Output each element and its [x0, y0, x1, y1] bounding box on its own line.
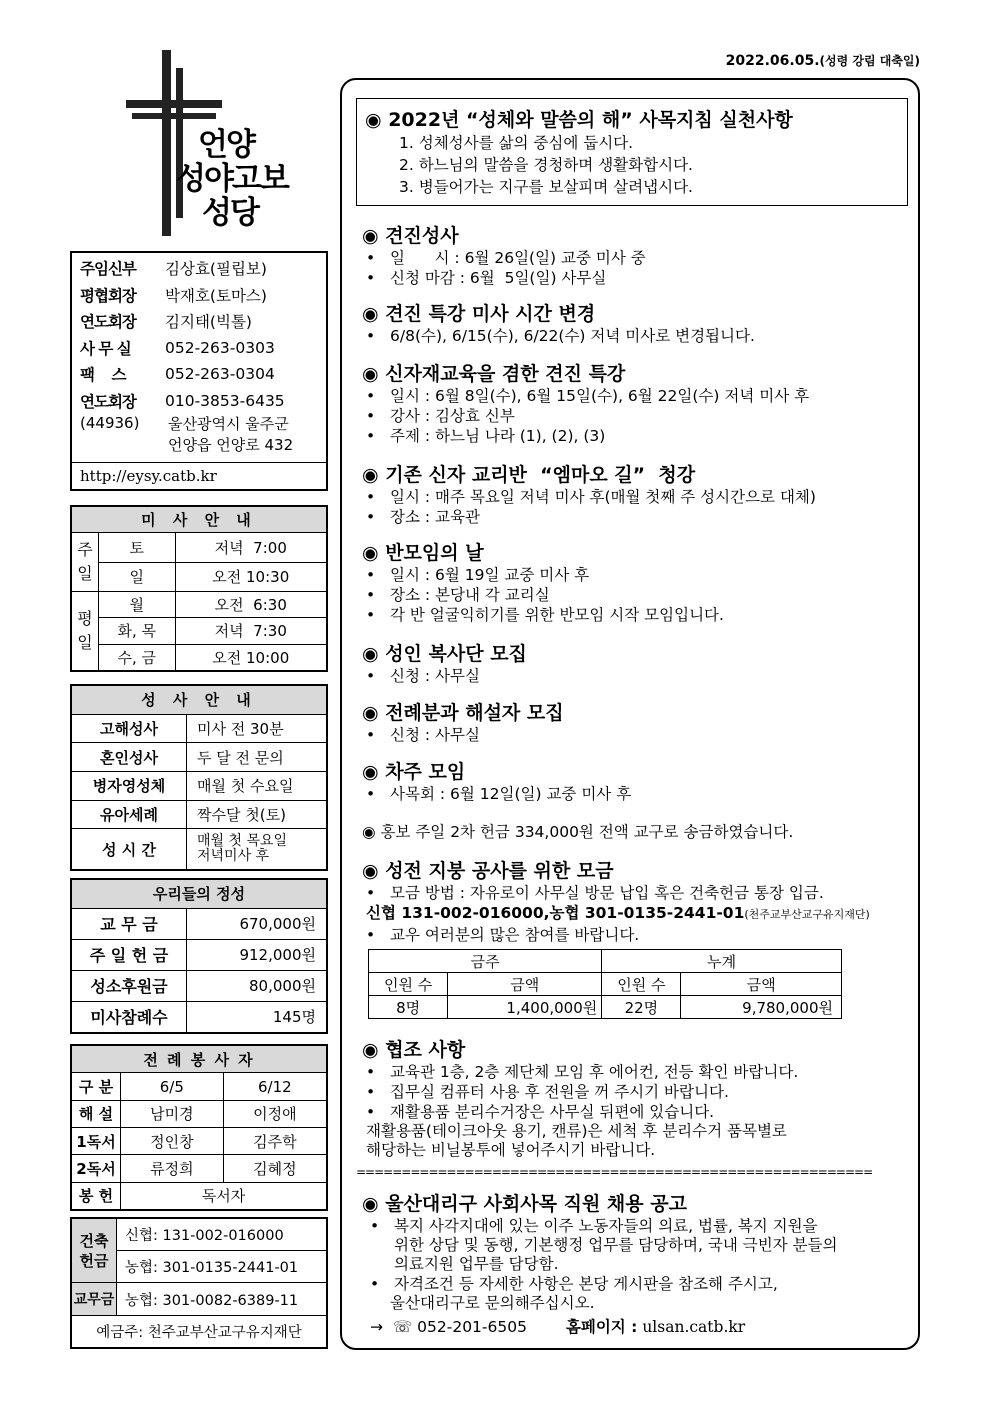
reeducation-section	[362, 362, 917, 446]
sacrament-info	[187, 829, 328, 870]
account-info	[70, 1217, 328, 1349]
info-label: 평협회장	[80, 286, 136, 305]
info-row	[80, 308, 326, 335]
section-heading: ◉ 협조 사항	[362, 1039, 466, 1061]
fund-col-label: 금액	[448, 973, 602, 996]
servers-role: 2독서	[71, 1155, 121, 1182]
bullet-line	[362, 248, 917, 268]
address	[80, 414, 326, 456]
bullet-text: 집무실 컴퓨터 사용 후 전원을 꺼 주시기 바랍니다.	[390, 1083, 729, 1101]
bullet-icon: •	[366, 508, 376, 526]
bank-accounts	[362, 903, 917, 925]
servers-role: 1독서	[71, 1127, 121, 1154]
section-heading: ◉ 전례분과 해설자 모집	[362, 702, 564, 724]
bullet-continuation: 재활용품(테이크아웃 용기, 캔류)은 세척 후 분리수거 품목별로	[366, 1122, 787, 1140]
bullet-icon: •	[366, 249, 376, 267]
bullet-icon: •	[366, 884, 376, 902]
parish-name-line2: 성야고보	[176, 161, 288, 197]
offering-name: 미사참례수	[71, 1001, 187, 1033]
fund-col-label: 금액	[681, 973, 842, 996]
offering-amount: 80,000원	[187, 970, 328, 1001]
server-name: 김주학	[223, 1127, 327, 1154]
mass-title: 미 사 안 내	[71, 506, 327, 533]
info-label: 주임신부	[80, 260, 136, 279]
bullet-line	[362, 487, 917, 507]
building-fund-label-line2: 헌금	[79, 1251, 109, 1270]
fund-table	[368, 949, 842, 1019]
bullet-icon: •	[366, 1083, 376, 1101]
bullet-text: 주제 : 하느님 나라 (1), (2), (3)	[390, 427, 606, 445]
bullet-icon: •	[366, 327, 376, 345]
info-value: 052-263-0303	[165, 338, 275, 357]
ban-meeting-section	[362, 541, 917, 625]
pastoral-goals-box	[356, 98, 908, 206]
sacrament-name: 성 시 간	[71, 829, 187, 870]
info-value: 052-263-0304	[165, 365, 275, 384]
fund-col-label: 인원 수	[369, 973, 448, 996]
bullet-line	[362, 605, 917, 625]
bullet-icon: •	[366, 1103, 376, 1121]
bullet-text: 신청 : 사무실	[390, 726, 480, 744]
bullet-line	[362, 666, 917, 686]
section-divider: =========================================================	[356, 1165, 873, 1179]
bullet-line	[362, 1274, 917, 1294]
offering-amount: 145명	[187, 1001, 328, 1033]
sacrament-info-line2: 저녁미사 후	[197, 848, 270, 865]
offering-table	[70, 878, 328, 1034]
bullet-text: 복지 사각지대에 있는 이주 노동자들의 의료, 법률, 복지 지원을	[394, 1217, 818, 1235]
altar-server-section	[362, 642, 917, 686]
fund-value: 9,780,000원	[681, 996, 842, 1019]
bullet-line	[362, 1082, 917, 1102]
bullet-continuation: 위한 상담 및 동행, 기본행정 업무를 담당하며, 국내 극빈자 분들의	[394, 1236, 838, 1254]
bullet-line	[362, 268, 917, 288]
lector-section	[362, 701, 917, 745]
sacrament-info: 매월 첫 수요일	[187, 772, 328, 801]
bullet-icon: •	[366, 1063, 376, 1081]
bullet-text: 교우 여러분의 많은 참여를 바랍니다.	[390, 926, 640, 944]
bullet-text: 일 시 : 6월 26일(일) 교중 미사 중	[390, 249, 646, 267]
bullet-text: 사목회 : 6월 12일(일) 교중 미사 후	[390, 785, 632, 803]
bullet-text: 신청 마감 : 6월 5일(일) 사무실	[390, 269, 607, 287]
bullet-text: 신청 : 사무실	[390, 667, 480, 685]
servers-role: 봉 헌	[71, 1182, 121, 1210]
bullet-line	[362, 1102, 917, 1122]
mass-day: 수, 금	[99, 644, 176, 671]
sunday-label: 주일	[71, 533, 99, 592]
info-value: 박재호(토마스)	[165, 286, 267, 305]
confirmation-lecture-change	[362, 302, 917, 346]
bullet-line	[362, 326, 917, 346]
bullet-text: 모금 방법 : 자유로이 사무실 방문 납입 혹은 건축헌금 통장 입금.	[390, 884, 824, 902]
section-heading: ◉ 반모임의 날	[362, 542, 484, 564]
goals-title: ◉ 2022년 “성체와 말씀의 해” 사목지침 실천사항	[365, 109, 793, 131]
info-label: 팩 스	[80, 366, 126, 385]
building-fund-label	[71, 1218, 117, 1283]
feast-name: (성령 강림 대축일)	[819, 54, 920, 68]
servers-date: 6/12	[223, 1073, 327, 1100]
bullet-line	[362, 1062, 917, 1082]
building-fund-label-line1: 건축	[79, 1231, 109, 1250]
offering-title: 우리들의 정성	[71, 879, 327, 908]
bullet-icon: •	[366, 926, 376, 944]
bullet-text: 강사 : 김상효 신부	[390, 407, 515, 425]
sacrament-info-line1: 매월 첫 목요일	[197, 833, 288, 850]
weekday-label: 평일	[71, 591, 99, 671]
bullet-text: 장소 : 교육관	[390, 508, 480, 526]
server-name: 류정희	[121, 1155, 224, 1182]
servers-date: 6/5	[121, 1073, 224, 1100]
section-heading: ◉ 견진 특강 미사 시간 변경	[362, 303, 596, 325]
emmaus-section	[362, 463, 917, 527]
bullet-line	[362, 1216, 917, 1236]
bullet-icon: •	[366, 407, 376, 425]
sacrament-title: 성 사 안 내	[71, 685, 327, 714]
offering-name: 주 일 헌 금	[71, 939, 187, 970]
info-row	[80, 388, 326, 415]
info-value: 김지태(빅톨)	[165, 313, 252, 332]
bulletin-date	[726, 52, 920, 69]
bullet-text: 6/8(수), 6/15(수), 6/22(수) 저녁 미사로 변경됩니다.	[390, 327, 755, 345]
bullet-line	[362, 784, 917, 804]
section-heading: ◉ 차주 모임	[362, 761, 466, 783]
mass-time: 오전 6:30	[175, 591, 327, 617]
offering-name: 교 무 금	[71, 908, 187, 939]
server-name: 정인창	[121, 1127, 224, 1154]
info-label: 연도회장	[80, 313, 136, 332]
goal-item: 2. 하느님의 말씀을 경청하며 생활화합시다.	[399, 156, 693, 174]
server-name: 이정애	[223, 1100, 327, 1127]
bullet-text: 자격조건 등 자세한 사항은 본당 게시판을 참조해 주시고,	[394, 1275, 778, 1293]
bullet-line	[362, 426, 917, 446]
tithe-label: 교무금	[71, 1283, 117, 1315]
servers-title: 전 례 봉 사 자	[71, 1045, 327, 1073]
section-heading: ◉ 울산대리구 사회사목 직원 채용 공고	[362, 1193, 687, 1215]
sacrament-info: 미사 전 30분	[187, 714, 328, 743]
sacrament-name: 병자영성체	[71, 772, 187, 801]
section-heading: ◉ 견진성사	[362, 225, 459, 247]
info-value: 김상효(필립보)	[165, 260, 267, 279]
bullet-text: 교육관 1층, 2층 제단체 모임 후 에어컨, 전등 확인 바랍니다.	[390, 1063, 799, 1081]
fund-header-week: 금주	[369, 950, 602, 973]
next-week-section	[362, 760, 917, 804]
mass-schedule	[70, 505, 328, 672]
mass-time: 오전 10:30	[175, 562, 327, 591]
bullet-text: 각 반 얼굴익히기를 위한 반모임 시작 모임입니다.	[390, 606, 724, 624]
bullet-text: 일시 : 매주 목요일 저녁 미사 후(매월 첫째 주 성시간으로 대체)	[390, 488, 816, 506]
promo-text: ◉ 홍보 주일 2차 헌금 334,000원 전액 교구로 송금하였습니다.	[362, 823, 794, 841]
info-label: 사 무 실	[80, 339, 131, 358]
bullet-line	[362, 507, 917, 527]
servers-role: 해 설	[71, 1100, 121, 1127]
info-row	[80, 335, 326, 362]
bullet-icon: •	[366, 427, 376, 445]
building-account-2: 농협: 301-0135-2441-01	[117, 1251, 328, 1283]
parish-name-line1: 언양	[198, 127, 254, 163]
goal-item: 1. 성체성사를 삶의 중심에 둡시다.	[399, 134, 634, 152]
server-name: 남미경	[121, 1100, 224, 1127]
parish-name	[176, 128, 286, 230]
bullet-text: 장소 : 본당내 각 교리실	[390, 586, 550, 604]
bullet-line	[362, 725, 917, 745]
info-row	[80, 361, 326, 388]
bullet-icon: •	[366, 726, 376, 744]
bullet-continuation: 울산대리구로 문의해주십시오.	[390, 1294, 595, 1312]
mass-day: 일	[99, 562, 176, 591]
bullet-line	[362, 386, 917, 406]
offering-amount: 912,000원	[187, 939, 328, 970]
info-row	[80, 282, 326, 309]
sacrament-name: 혼인성사	[71, 743, 187, 772]
bullet-icon: •	[366, 488, 376, 506]
offering-name: 성소후원금	[71, 970, 187, 1001]
address-lines	[168, 414, 293, 456]
info-value: 010-3853-6435	[165, 391, 285, 410]
bullet-continuation: 의료지원 업무를 담당함.	[394, 1255, 559, 1273]
homepage-label: 홈페이지 :	[565, 1318, 638, 1336]
bullet-icon: •	[366, 667, 376, 685]
bullet-line	[362, 565, 917, 585]
section-heading: ◉ 성전 지붕 공사를 위한 모금	[362, 860, 614, 882]
homepage-link[interactable]: ulsan.catb.kr	[642, 1318, 746, 1336]
goal-item: 3. 병들어가는 지구를 보살피며 살려냅시다.	[399, 178, 693, 196]
fund-header-total: 누계	[602, 950, 842, 973]
servers-col-label: 구 분	[71, 1073, 121, 1100]
bullet-text: 일시 : 6월 19일 교중 미사 후	[390, 566, 590, 584]
bullet-line	[362, 883, 917, 903]
fund-value: 1,400,000원	[448, 996, 602, 1019]
tithe-account: 농협: 301-0082-6389-11	[117, 1283, 328, 1315]
address-line1: 울산광역시 울주군	[168, 415, 289, 433]
bullet-icon: •	[370, 1217, 380, 1235]
cooperation-section	[362, 1038, 917, 1160]
bullet-text: 재활용품 분리수거장은 사무실 뒤편에 있습니다.	[390, 1103, 715, 1121]
section-heading: ◉ 신자재교육을 겸한 견진 특강	[362, 363, 626, 385]
sacrament-info: 두 달 전 문의	[187, 743, 328, 772]
bullet-icon: •	[366, 387, 376, 405]
bullet-icon: •	[366, 269, 376, 287]
bullet-text: 일시 : 6월 8일(수), 6월 15일(수), 6월 22일(수) 저녁 미사 후	[390, 387, 810, 405]
phone-number[interactable]: → ☏ 052-201-6505	[370, 1318, 527, 1336]
bullet-line	[362, 406, 917, 426]
bullet-icon: •	[366, 606, 376, 624]
fund-col-label: 인원 수	[602, 973, 681, 996]
hiring-section	[362, 1192, 917, 1337]
sacrament-name: 유아세례	[71, 800, 187, 829]
contact-line	[362, 1317, 917, 1337]
account-holder: 예금주: 천주교부산교구유지재단	[71, 1315, 327, 1348]
website-link[interactable]: http://eysy.catb.kr	[72, 462, 326, 485]
offering-amount: 670,000원	[187, 908, 328, 939]
postal-code: (44936)	[80, 414, 140, 432]
liturgy-servers	[70, 1044, 328, 1211]
account-holder-small: (천주교부산교구유지재단)	[744, 908, 870, 921]
bullet-continuation: 해당하는 비닐봉투에 넣어주시기 바랍니다.	[366, 1141, 656, 1159]
bullet-icon: •	[370, 1275, 380, 1293]
server-name: 김혜정	[223, 1155, 327, 1182]
bank-account-text: 신협 131-002-016000,농협 301-0135-2441-01	[366, 904, 745, 922]
mass-time: 저녁 7:00	[175, 533, 327, 562]
bullet-line	[362, 585, 917, 605]
bullet-icon: •	[366, 586, 376, 604]
fund-value: 8명	[369, 996, 448, 1019]
mass-time: 저녁 7:30	[175, 618, 327, 644]
info-row	[80, 255, 326, 282]
address-line2: 언양읍 언양로 432	[168, 436, 294, 454]
section-heading: ◉ 성인 복사단 모집	[362, 643, 527, 665]
building-account-1: 신협: 131-002-016000	[117, 1218, 328, 1251]
info-label: 연도회장	[80, 392, 136, 411]
section-heading: ◉ 기존 신자 교리반 “엠마오 길” 청강	[362, 464, 696, 486]
sacrament-name: 고해성사	[71, 714, 187, 743]
mass-day: 화, 목	[99, 618, 176, 644]
bullet-icon: •	[366, 566, 376, 584]
parish-info-box	[70, 251, 328, 491]
mass-day: 토	[99, 533, 176, 562]
mass-time: 오전 10:00	[175, 644, 327, 671]
parish-name-line3: 성당	[202, 195, 258, 231]
sacrament-info: 짝수달 첫(토)	[187, 800, 328, 829]
sacrament-guide	[70, 684, 328, 871]
bullet-line	[362, 925, 917, 945]
date-text: 2022.06.05.	[725, 53, 820, 69]
server-name: 독서자	[121, 1182, 328, 1210]
roof-fund-section	[362, 859, 917, 945]
confirmation-section	[362, 224, 917, 288]
promo-note	[362, 820, 917, 842]
mass-day: 월	[99, 591, 176, 617]
fund-value: 22명	[602, 996, 681, 1019]
bullet-icon: •	[366, 785, 376, 803]
